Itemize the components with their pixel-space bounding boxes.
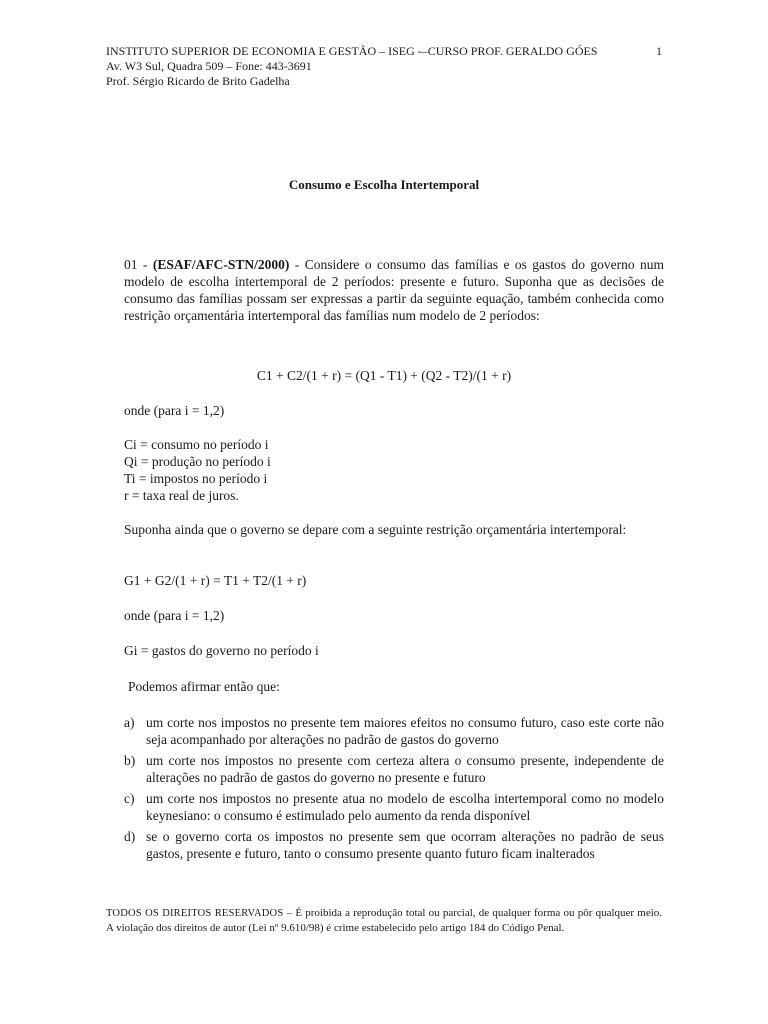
government-intro: Suponha ainda que o governo se depare com a seguinte restrição orçamentária intertemporal: xyxy=(124,522,627,537)
def-consumption: Ci = consumo no período i xyxy=(124,437,269,452)
option-a[interactable] xyxy=(124,714,664,748)
def-interest-rate: r = taxa real de juros. xyxy=(124,488,239,503)
def-government-spending: Gi = gastos do governo no período i xyxy=(124,643,319,658)
def-taxes: Ti = impostos no período i xyxy=(124,471,268,486)
footer-rights: TODOS OS DIREITOS RESERVADOS – xyxy=(106,908,293,919)
option-label: c) xyxy=(124,791,135,806)
definitions-list xyxy=(124,436,271,504)
question-intro xyxy=(124,256,664,324)
page-number: 1 xyxy=(656,44,662,58)
question-source: (ESAF/AFC-STN/2000) xyxy=(152,257,290,272)
footer-text: É proibida a reprodução total ou parcial, de qualquer forma ou pôr qualquer meio. A violação dos direitos de autor (Lei nº 9.610/98) é crime estabelecido pelo artigo 184 do Código Penal. xyxy=(106,907,663,934)
option-label: b) xyxy=(124,753,136,768)
option-text: um corte nos impostos no presente com certeza altera o consumo presente, independente de alterações no padrão de gastos do governo no presente e futuro xyxy=(146,753,664,785)
option-d[interactable] xyxy=(124,828,664,862)
header-line1: INSTITUTO SUPERIOR DE ECONOMIA E GESTÃO – ISEG -–CURSO PROF. GERALDO GÓES xyxy=(106,44,598,58)
answer-options xyxy=(124,714,664,866)
header-professor: Prof. Sérgio Ricardo de Brito Gadelha xyxy=(106,74,290,88)
header-institution xyxy=(106,44,662,59)
option-label: a) xyxy=(124,715,135,730)
option-label: d) xyxy=(124,829,136,844)
equation-household: C1 + C2/(1 + r) = (Q1 - T1) + (Q2 - T2)/(1 + r) xyxy=(256,368,512,383)
where-label-1: onde (para i = 1,2) xyxy=(124,403,225,418)
question-intro-text: - Considere o consumo das famílias e os gastos do governo num modelo de escolha intertemporal de 2 períodos: presente e futuro. Suponha que as decisões de consumo das famílias possam ser expressas a partir da seguinte equação, também conhecida como restrição orçamentária intertemporal das famílias num modelo de 2 períodos: xyxy=(124,257,665,323)
option-c[interactable] xyxy=(124,790,664,824)
document-title: Consumo e Escolha Intertemporal xyxy=(288,177,480,192)
where-label-2: onde (para i = 1,2) xyxy=(124,608,225,623)
option-text: se o governo corta os impostos no presente sem que ocorram alterações no padrão de seus gastos, presente e futuro, tanto o consumo presente quanto futuro ficam inalterados xyxy=(146,829,664,861)
option-text: um corte nos impostos no presente atua no modelo de escolha intertemporal como no modelo keynesiano: o consumo é estimulado pelo aumento da renda disponível xyxy=(146,791,664,823)
equation-government: G1 + G2/(1 + r) = T1 + T2/(1 + r) xyxy=(124,573,307,588)
option-b[interactable] xyxy=(124,752,664,786)
page-header xyxy=(106,44,662,89)
question-number: 01 - xyxy=(124,257,148,272)
question-prompt: Podemos afirmar então que: xyxy=(128,679,280,694)
header-address: Av. W3 Sul, Quadra 509 – Fone: 443-3691 xyxy=(106,59,312,73)
def-production: Qi = produção no período i xyxy=(124,454,271,469)
option-text: um corte nos impostos no presente tem maiores efeitos no consumo futuro, caso este corte não seja acompanhado por alterações no padrão de gastos do governo xyxy=(146,715,664,747)
page-footer xyxy=(106,906,662,935)
